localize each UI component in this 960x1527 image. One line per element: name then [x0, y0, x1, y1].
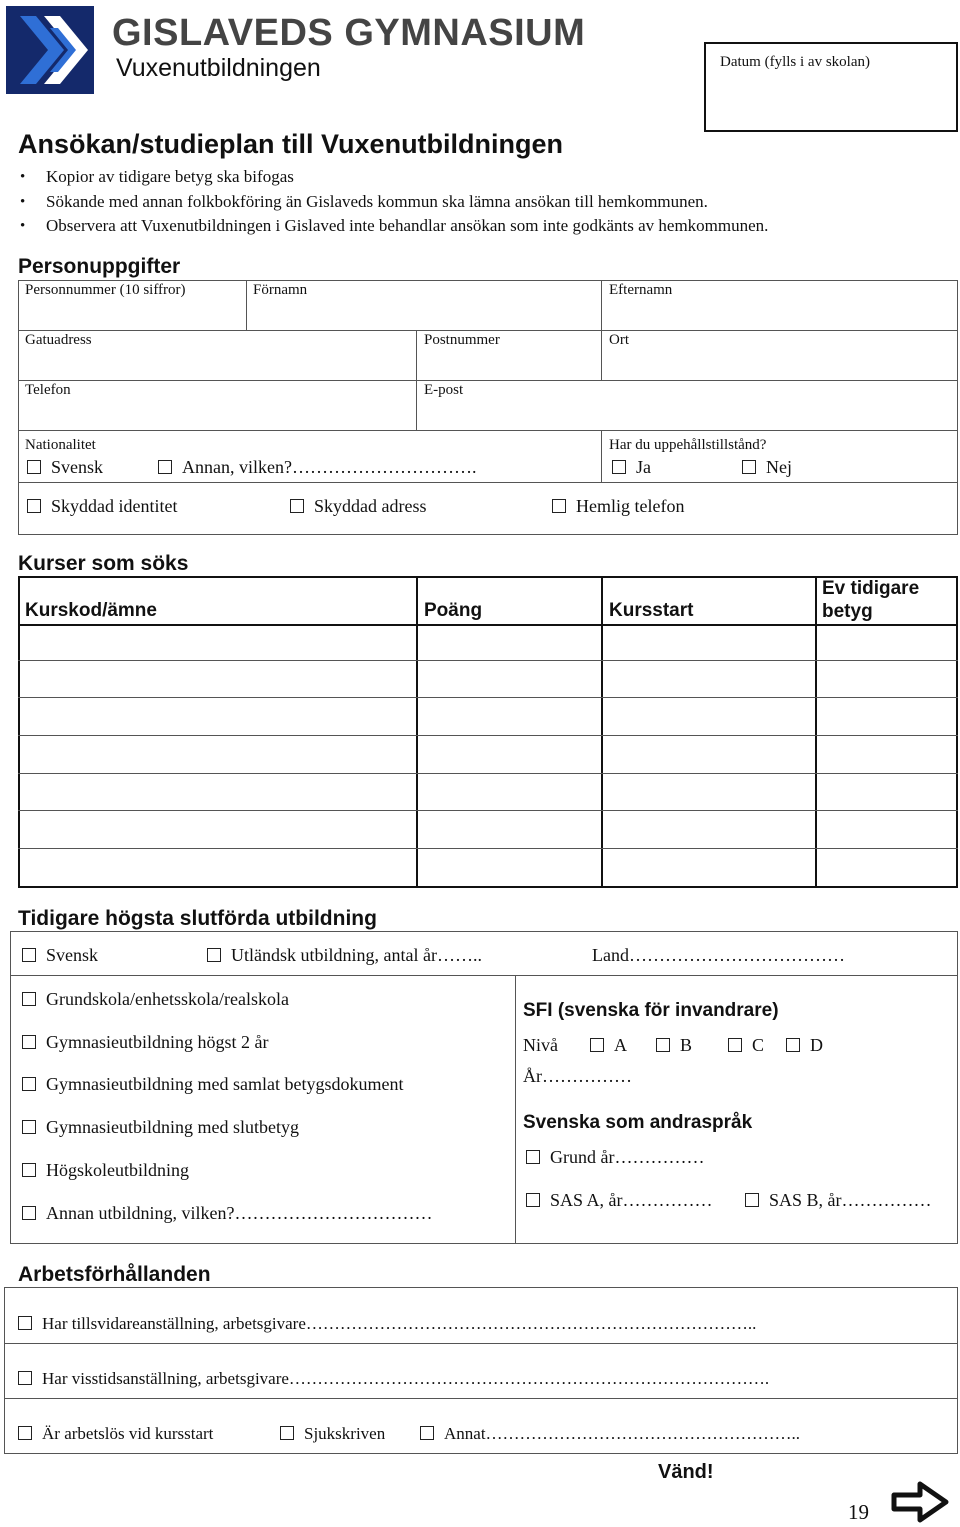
instruction-item: • Sökande med annan folkbokföring än Gislaveds kommun ska lämna ansökan till hemkommunen. [18, 190, 768, 215]
annat-label: Annat……………………………………………….. [444, 1424, 801, 1443]
annan-label: Annan, vilken?…………………………. [182, 457, 477, 477]
edu-utlandsk-option[interactable] [207, 945, 482, 966]
courses-table [18, 576, 958, 888]
col-betyg-line1: Ev tidigare [822, 578, 920, 599]
checkbox[interactable] [728, 1038, 742, 1052]
checkbox[interactable] [22, 948, 36, 962]
sas-b-label: SAS B, år…………… [769, 1190, 932, 1210]
skyddad-adress-option[interactable] [290, 496, 426, 517]
edu-option-label: Annan utbildning, vilken?…………………………… [46, 1203, 433, 1223]
checkbox[interactable] [18, 1316, 32, 1330]
sfi-a-label: A [614, 1035, 627, 1055]
edu-option-label: Gymnasieutbildning med slutbetyg [46, 1117, 299, 1137]
hemlig-telefon-option[interactable] [552, 496, 684, 517]
nej-option[interactable] [742, 457, 792, 478]
work-box [4, 1287, 958, 1454]
arbetslos-label: Är arbetslös vid kursstart [42, 1424, 214, 1443]
fornamn-field[interactable]: Förnamn [253, 282, 308, 298]
checkbox[interactable] [742, 460, 756, 474]
checkbox[interactable] [22, 1206, 36, 1220]
logo-chevron-icon [6, 6, 94, 94]
personnummer-field[interactable]: Personnummer (10 siffror) [25, 282, 186, 298]
edu-option[interactable] [22, 1203, 432, 1224]
edu-svensk-label: Svensk [46, 945, 99, 965]
checkbox[interactable] [22, 1163, 36, 1177]
skyddad-identitet-option[interactable] [27, 496, 177, 517]
checkbox[interactable] [786, 1038, 800, 1052]
visstid-option[interactable] [18, 1369, 769, 1389]
uppehall-label: Har du uppehållstillstånd? [609, 437, 767, 453]
sfi-c-option[interactable] [728, 1035, 764, 1056]
work-heading: Arbetsförhållanden [18, 1263, 211, 1286]
checkbox[interactable] [22, 1077, 36, 1091]
annan-option[interactable] [158, 457, 476, 478]
sfi-niva-label: Nivå [523, 1035, 558, 1055]
instruction-item: • Kopior av tidigare betyg ska bifogas [18, 165, 768, 190]
sfi-heading: SFI (svenska för invandrare) [523, 1000, 779, 1021]
checkbox[interactable] [22, 992, 36, 1006]
checkbox[interactable] [27, 499, 41, 513]
page-title: Ansökan/studieplan till Vuxenutbildningen [18, 129, 564, 159]
col-betyg [822, 577, 919, 623]
arrow-right-icon [890, 1480, 950, 1524]
checkbox[interactable] [22, 1035, 36, 1049]
grund-label: Grund år…………… [550, 1147, 705, 1167]
checkbox[interactable] [27, 460, 41, 474]
school-logo [6, 6, 94, 94]
edu-option[interactable] [22, 1032, 268, 1053]
col-betyg-line2: betyg [822, 601, 873, 622]
col-kursstart: Kursstart [609, 600, 694, 621]
department-name: Vuxenutbildningen [116, 54, 321, 82]
checkbox[interactable] [18, 1371, 32, 1385]
personal-heading: Personuppgifter [18, 255, 181, 278]
ja-option[interactable] [612, 457, 651, 478]
school-name: GISLAVEDS GYMNASIUM [112, 12, 586, 54]
checkbox[interactable] [745, 1193, 759, 1207]
checkbox[interactable] [280, 1426, 294, 1440]
gatuadress-field[interactable]: Gatuadress [25, 332, 92, 348]
checkbox[interactable] [207, 948, 221, 962]
annat-option[interactable] [420, 1424, 800, 1444]
edu-option-label: Gymnasieutbildning med samlat betygsdokument [46, 1074, 404, 1094]
edu-option[interactable] [22, 1117, 299, 1138]
postnummer-field[interactable]: Postnummer [424, 332, 500, 348]
checkbox[interactable] [526, 1193, 540, 1207]
hemlig-telefon-label: Hemlig telefon [576, 496, 685, 516]
checkbox[interactable] [590, 1038, 604, 1052]
sjukskriven-label: Sjukskriven [304, 1424, 386, 1443]
edu-option-label: Gymnasieutbildning högst 2 år [46, 1032, 269, 1052]
visstid-label: Har visstidsanställning, arbetsgivare…………………………………………………………………………. [42, 1369, 770, 1388]
sfi-a-option[interactable] [590, 1035, 627, 1056]
sas-a-label: SAS A, år…………… [550, 1190, 713, 1210]
edu-option[interactable] [22, 989, 289, 1010]
sfi-c-label: C [752, 1035, 765, 1055]
courses-heading: Kurser som söks [18, 552, 189, 575]
edu-option[interactable] [22, 1074, 403, 1095]
checkbox[interactable] [290, 499, 304, 513]
edu-option-label: Grundskola/enhetsskola/realskola [46, 989, 289, 1009]
epost-field[interactable]: E-post [424, 382, 464, 398]
edu-option-label: Högskoleutbildning [46, 1160, 189, 1180]
ja-label: Ja [636, 457, 651, 477]
sjukskriven-option[interactable] [280, 1424, 385, 1444]
telefon-field[interactable]: Telefon [25, 382, 71, 398]
arbetslos-option[interactable] [18, 1424, 213, 1444]
grund-option[interactable] [526, 1147, 704, 1168]
checkbox[interactable] [22, 1120, 36, 1134]
personal-grid [18, 280, 958, 535]
nej-label: Nej [766, 457, 792, 477]
date-label: Datum (fylls i av skolan) [720, 54, 870, 70]
sfi-d-option[interactable] [786, 1035, 823, 1056]
checkbox[interactable] [158, 460, 172, 474]
checkbox[interactable] [656, 1038, 670, 1052]
efternamn-field[interactable]: Efternamn [609, 282, 673, 298]
sfi-b-label: B [680, 1035, 693, 1055]
edu-land-field[interactable]: Land……………………………… [592, 945, 845, 965]
tillsvidare-label: Har tillsvidareanställning, arbetsgivare…………………………………………………………………….. [42, 1314, 757, 1333]
date-box[interactable] [704, 42, 958, 132]
checkbox[interactable] [18, 1426, 32, 1440]
checkbox[interactable] [612, 460, 626, 474]
skyddad-adress-label: Skyddad adress [314, 496, 427, 516]
education-heading: Tidigare högsta slutförda utbildning [18, 907, 377, 930]
edu-option[interactable] [22, 1160, 189, 1181]
sas-b-option[interactable] [745, 1190, 932, 1211]
instruction-item: • Observera att Vuxenutbildningen i Gislaved inte behandlar ansökan som inte godkänts av hemkommunen. [18, 214, 768, 239]
education-box [10, 931, 958, 1244]
edu-utlandsk-label: Utländsk utbildning, antal år…….. [231, 945, 482, 965]
sfi-b-option[interactable] [656, 1035, 692, 1056]
sfi-d-label: D [810, 1035, 823, 1055]
sas-heading: Svenska som andraspråk [523, 1112, 753, 1133]
col-kurskod: Kurskod/ämne [25, 600, 157, 621]
edu-svensk-option[interactable] [22, 945, 98, 966]
skyddad-identitet-label: Skyddad identitet [51, 496, 178, 516]
col-poang: Poäng [424, 600, 483, 621]
tillsvidare-option[interactable] [18, 1314, 756, 1334]
sfi-ar-field[interactable]: År…………… [523, 1066, 632, 1086]
sas-a-option[interactable] [526, 1190, 713, 1211]
page-number: 19 [848, 1500, 869, 1524]
checkbox[interactable] [552, 499, 566, 513]
checkbox[interactable] [420, 1426, 434, 1440]
turn-page-label: Vänd! [658, 1461, 714, 1483]
checkbox[interactable] [526, 1150, 540, 1164]
svensk-label: Svensk [51, 457, 104, 477]
svensk-option[interactable] [27, 457, 103, 478]
ort-field[interactable]: Ort [609, 332, 629, 348]
instruction-list [18, 165, 768, 239]
nationalitet-label: Nationalitet [25, 437, 96, 453]
